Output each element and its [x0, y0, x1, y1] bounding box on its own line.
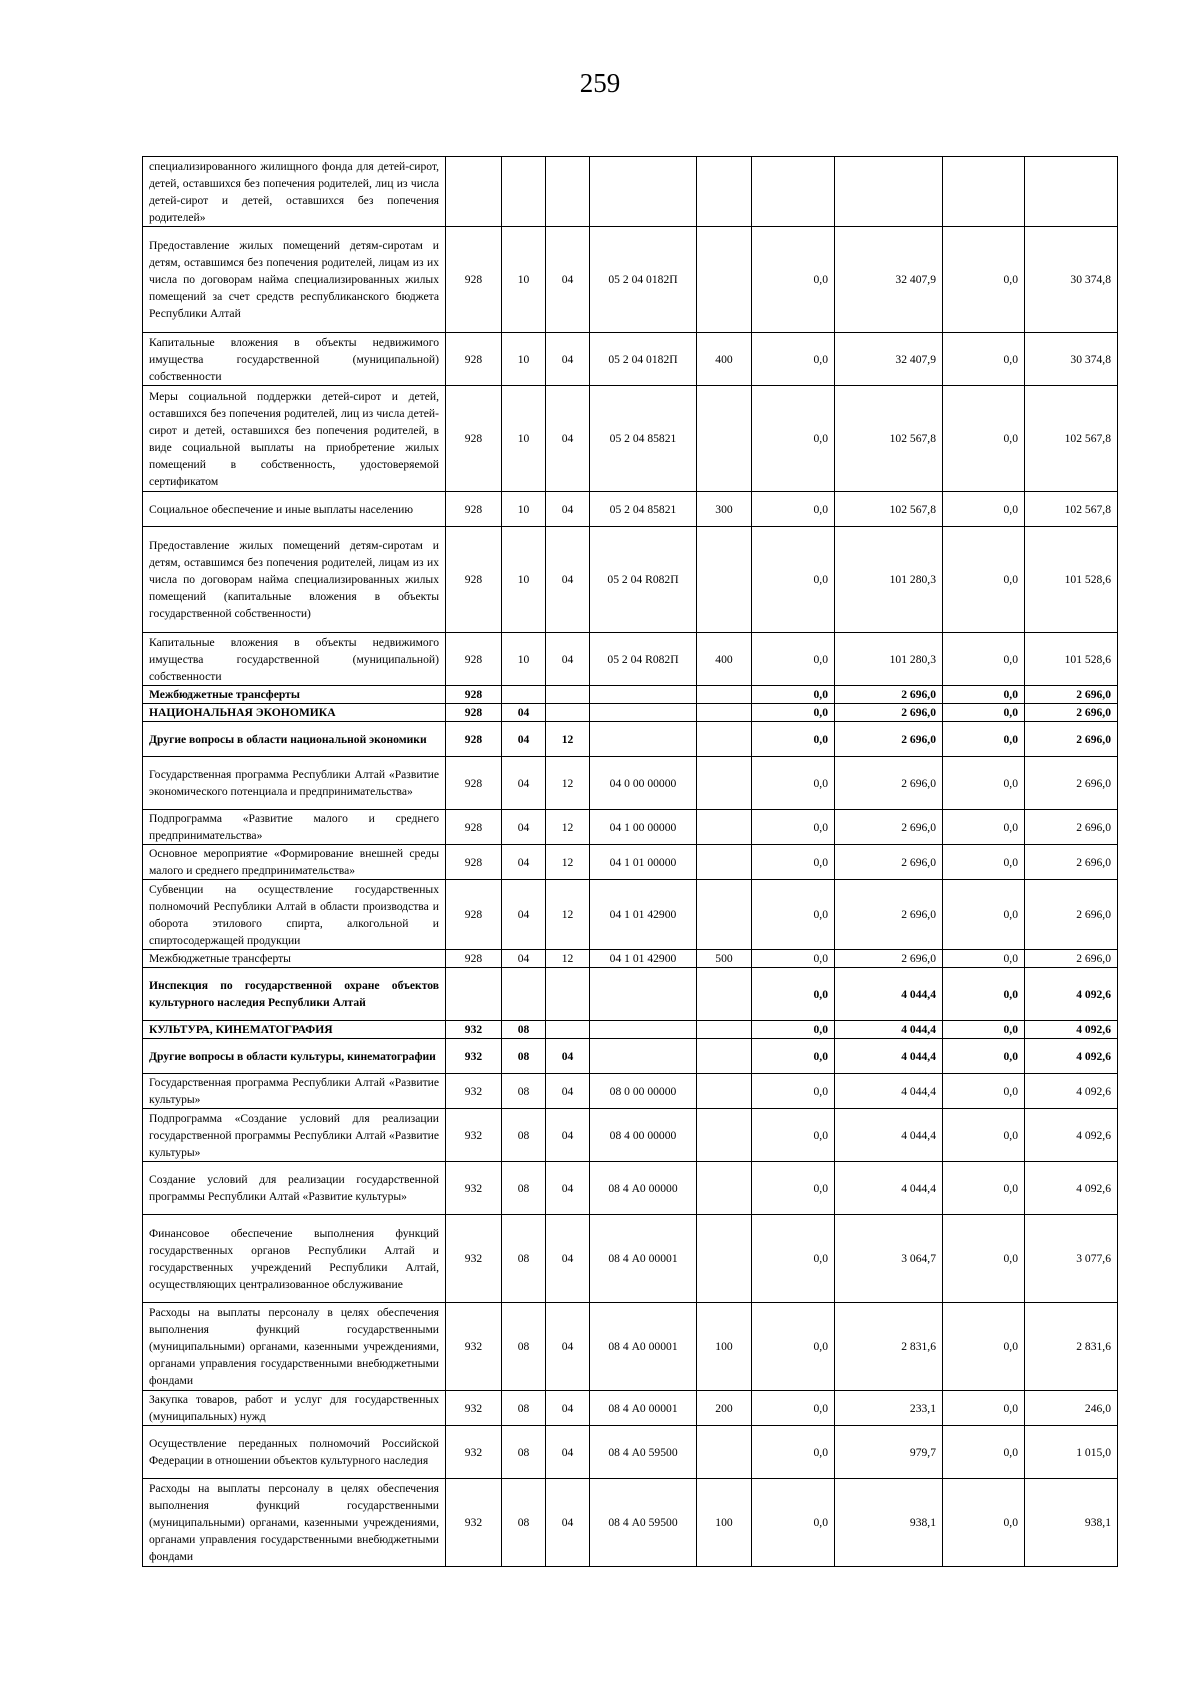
cell-subsection: 04 — [546, 227, 590, 333]
cell-admin-code: 932 — [446, 1391, 502, 1426]
cell-value-4: 3 077,6 — [1025, 1215, 1118, 1303]
cell-subsection: 12 — [546, 810, 590, 845]
cell-value-4: 4 092,6 — [1025, 968, 1118, 1021]
table-row — [143, 1039, 1118, 1074]
cell-name: Предоставление жилых помещений детям-сиротам и детям, оставшимся без попечения родителей, лицам из их числа по договорам найма специализированных жилых помещений за счет средств республиканского бюджета Республики Алтай — [143, 227, 446, 333]
cell-value-1: 0,0 — [752, 845, 835, 880]
cell-value-3: 0,0 — [943, 950, 1025, 968]
cell-value-4: 2 696,0 — [1025, 757, 1118, 810]
cell-expense-type — [697, 1215, 752, 1303]
cell-value-4: 2 696,0 — [1025, 722, 1118, 757]
cell-target-article: 05 2 04 85821 — [590, 386, 697, 492]
table-row — [143, 1074, 1118, 1109]
cell-section: 10 — [502, 527, 546, 633]
cell-value-1: 0,0 — [752, 1021, 835, 1039]
cell-name: Осуществление переданных полномочий Российской Федерации в отношении объектов культурного наследия — [143, 1426, 446, 1479]
cell-expense-type — [697, 157, 752, 227]
cell-name: Закупка товаров, работ и услуг для государственных (муниципальных) нужд — [143, 1391, 446, 1426]
cell-admin-code: 928 — [446, 633, 502, 686]
cell-target-article — [590, 1039, 697, 1074]
table-row — [143, 1426, 1118, 1479]
cell-value-3: 0,0 — [943, 722, 1025, 757]
cell-admin-code: 932 — [446, 1109, 502, 1162]
cell-value-4: 30 374,8 — [1025, 333, 1118, 386]
cell-value-2: 2 696,0 — [835, 704, 943, 722]
cell-subsection: 12 — [546, 722, 590, 757]
cell-expense-type — [697, 1039, 752, 1074]
table-row — [143, 722, 1118, 757]
cell-value-2: 4 044,4 — [835, 1109, 943, 1162]
cell-value-4: 2 696,0 — [1025, 686, 1118, 704]
cell-value-1: 0,0 — [752, 1426, 835, 1479]
cell-value-1: 0,0 — [752, 492, 835, 527]
cell-expense-type: 300 — [697, 492, 752, 527]
cell-value-3: 0,0 — [943, 386, 1025, 492]
cell-expense-type — [697, 968, 752, 1021]
cell-value-1: 0,0 — [752, 968, 835, 1021]
cell-target-article — [590, 157, 697, 227]
cell-value-1 — [752, 157, 835, 227]
cell-name: Межбюджетные трансферты — [143, 686, 446, 704]
cell-admin-code: 928 — [446, 227, 502, 333]
cell-value-3: 0,0 — [943, 880, 1025, 950]
cell-value-3: 0,0 — [943, 1074, 1025, 1109]
cell-name: Субвенции на осуществление государственных полномочий Республики Алтай в области производства и оборота этилового спирта, алкогольной и спиртосодержащей продукции — [143, 880, 446, 950]
cell-expense-type — [697, 227, 752, 333]
table-row — [143, 157, 1118, 227]
cell-value-4: 101 528,6 — [1025, 633, 1118, 686]
cell-target-article: 05 2 04 85821 — [590, 492, 697, 527]
cell-section: 08 — [502, 1109, 546, 1162]
cell-value-1: 0,0 — [752, 1303, 835, 1391]
cell-name: Государственная программа Республики Алтай «Развитие культуры» — [143, 1074, 446, 1109]
cell-value-4: 4 092,6 — [1025, 1074, 1118, 1109]
cell-name: Инспекция по государственной охране объектов культурного наследия Республики Алтай — [143, 968, 446, 1021]
cell-expense-type: 100 — [697, 1479, 752, 1567]
cell-target-article — [590, 704, 697, 722]
cell-value-2: 2 696,0 — [835, 722, 943, 757]
cell-target-article: 05 2 04 R082П — [590, 527, 697, 633]
cell-expense-type — [697, 1109, 752, 1162]
table-row — [143, 527, 1118, 633]
cell-value-3: 0,0 — [943, 968, 1025, 1021]
cell-value-3 — [943, 157, 1025, 227]
cell-value-1: 0,0 — [752, 1109, 835, 1162]
table-row — [143, 686, 1118, 704]
cell-value-3: 0,0 — [943, 1109, 1025, 1162]
cell-subsection: 12 — [546, 880, 590, 950]
cell-expense-type: 400 — [697, 333, 752, 386]
cell-value-1: 0,0 — [752, 1215, 835, 1303]
cell-expense-type: 400 — [697, 633, 752, 686]
cell-value-4: 1 015,0 — [1025, 1426, 1118, 1479]
cell-name: Другие вопросы в области национальной экономики — [143, 722, 446, 757]
cell-value-2: 2 696,0 — [835, 880, 943, 950]
cell-subsection — [546, 704, 590, 722]
cell-value-2: 4 044,4 — [835, 1021, 943, 1039]
cell-value-4: 4 092,6 — [1025, 1021, 1118, 1039]
cell-target-article — [590, 686, 697, 704]
cell-admin-code: 928 — [446, 810, 502, 845]
cell-expense-type — [697, 1426, 752, 1479]
cell-admin-code: 928 — [446, 880, 502, 950]
cell-section: 08 — [502, 1215, 546, 1303]
cell-name: Основное мероприятие «Формирование внешней среды малого и среднего предпринимательства» — [143, 845, 446, 880]
table-row — [143, 880, 1118, 950]
cell-value-4: 2 696,0 — [1025, 845, 1118, 880]
table-row — [143, 633, 1118, 686]
table-row — [143, 704, 1118, 722]
cell-target-article: 08 4 А0 00001 — [590, 1303, 697, 1391]
cell-value-3: 0,0 — [943, 1039, 1025, 1074]
cell-admin-code: 928 — [446, 527, 502, 633]
cell-subsection: 12 — [546, 757, 590, 810]
cell-value-1: 0,0 — [752, 880, 835, 950]
cell-value-4: 101 528,6 — [1025, 527, 1118, 633]
cell-value-4: 102 567,8 — [1025, 492, 1118, 527]
page-number: 259 — [579, 68, 621, 98]
cell-subsection: 04 — [546, 1162, 590, 1215]
cell-subsection: 04 — [546, 386, 590, 492]
cell-value-2: 979,7 — [835, 1426, 943, 1479]
cell-target-article: 08 4 00 00000 — [590, 1109, 697, 1162]
cell-name: Расходы на выплаты персоналу в целях обеспечения выполнения функций государственными (муниципальными) органами, казенными учреждениями, органами управления государственными внебюджетными фондами — [143, 1303, 446, 1391]
cell-value-3: 0,0 — [943, 1303, 1025, 1391]
cell-expense-type — [697, 527, 752, 633]
cell-name: Подпрограмма «Развитие малого и среднего предпринимательства» — [143, 810, 446, 845]
budget-table — [142, 156, 1118, 1567]
cell-subsection — [546, 968, 590, 1021]
table-row — [143, 1303, 1118, 1391]
cell-section: 04 — [502, 704, 546, 722]
cell-expense-type — [697, 1074, 752, 1109]
cell-target-article: 08 4 А0 00001 — [590, 1391, 697, 1426]
cell-value-1: 0,0 — [752, 686, 835, 704]
cell-section: 08 — [502, 1426, 546, 1479]
table-row — [143, 1162, 1118, 1215]
table-row — [143, 333, 1118, 386]
cell-value-3: 0,0 — [943, 1021, 1025, 1039]
cell-section: 04 — [502, 722, 546, 757]
cell-value-3: 0,0 — [943, 686, 1025, 704]
cell-section: 04 — [502, 810, 546, 845]
table-row — [143, 1391, 1118, 1426]
cell-section: 08 — [502, 1479, 546, 1567]
table-row — [143, 386, 1118, 492]
cell-value-3: 0,0 — [943, 757, 1025, 810]
cell-subsection: 04 — [546, 633, 590, 686]
cell-name: Создание условий для реализации государственной программы Республики Алтай «Развитие культуры» — [143, 1162, 446, 1215]
cell-value-3: 0,0 — [943, 704, 1025, 722]
cell-section: 08 — [502, 1074, 546, 1109]
cell-value-4: 2 696,0 — [1025, 704, 1118, 722]
cell-expense-type — [697, 845, 752, 880]
cell-admin-code: 928 — [446, 950, 502, 968]
cell-value-1: 0,0 — [752, 810, 835, 845]
cell-section: 08 — [502, 1391, 546, 1426]
cell-expense-type — [697, 704, 752, 722]
cell-section: 10 — [502, 492, 546, 527]
cell-target-article: 05 2 04 R082П — [590, 633, 697, 686]
cell-subsection: 04 — [546, 1479, 590, 1567]
cell-admin-code: 932 — [446, 1021, 502, 1039]
cell-value-1: 0,0 — [752, 386, 835, 492]
cell-section: 10 — [502, 227, 546, 333]
cell-expense-type — [697, 880, 752, 950]
cell-expense-type — [697, 686, 752, 704]
cell-value-3: 0,0 — [943, 1479, 1025, 1567]
table-row — [143, 968, 1118, 1021]
cell-expense-type: 500 — [697, 950, 752, 968]
cell-value-2: 4 044,4 — [835, 968, 943, 1021]
cell-section: 08 — [502, 1039, 546, 1074]
cell-admin-code: 932 — [446, 1162, 502, 1215]
cell-value-4: 938,1 — [1025, 1479, 1118, 1567]
cell-value-1: 0,0 — [752, 704, 835, 722]
cell-section: 04 — [502, 757, 546, 810]
cell-target-article: 04 0 00 00000 — [590, 757, 697, 810]
table-row — [143, 845, 1118, 880]
cell-value-2 — [835, 157, 943, 227]
cell-name: Капитальные вложения в объекты недвижимого имущества государственной (муниципальной) собственности — [143, 633, 446, 686]
table-row — [143, 757, 1118, 810]
cell-target-article: 08 4 А0 59500 — [590, 1479, 697, 1567]
cell-target-article: 08 4 А0 00001 — [590, 1215, 697, 1303]
cell-value-2: 101 280,3 — [835, 527, 943, 633]
cell-subsection — [546, 686, 590, 704]
cell-expense-type: 200 — [697, 1391, 752, 1426]
cell-section: 04 — [502, 880, 546, 950]
cell-value-3: 0,0 — [943, 845, 1025, 880]
cell-value-4: 2 831,6 — [1025, 1303, 1118, 1391]
cell-subsection — [546, 1021, 590, 1039]
cell-value-1: 0,0 — [752, 722, 835, 757]
cell-subsection — [546, 157, 590, 227]
cell-section: 08 — [502, 1021, 546, 1039]
cell-value-1: 0,0 — [752, 1039, 835, 1074]
cell-expense-type: 100 — [697, 1303, 752, 1391]
cell-value-2: 2 696,0 — [835, 845, 943, 880]
cell-name: Межбюджетные трансферты — [143, 950, 446, 968]
cell-value-3: 0,0 — [943, 1426, 1025, 1479]
table-row — [143, 1109, 1118, 1162]
cell-section: 10 — [502, 386, 546, 492]
cell-value-3: 0,0 — [943, 492, 1025, 527]
cell-value-2: 4 044,4 — [835, 1162, 943, 1215]
cell-subsection: 12 — [546, 845, 590, 880]
cell-value-4: 4 092,6 — [1025, 1039, 1118, 1074]
cell-value-4: 102 567,8 — [1025, 386, 1118, 492]
cell-target-article: 08 4 А0 00000 — [590, 1162, 697, 1215]
cell-admin-code: 932 — [446, 1039, 502, 1074]
cell-section: 08 — [502, 1303, 546, 1391]
cell-name: КУЛЬТУРА, КИНЕМАТОГРАФИЯ — [143, 1021, 446, 1039]
cell-subsection: 04 — [546, 1109, 590, 1162]
cell-admin-code: 932 — [446, 1074, 502, 1109]
cell-section: 04 — [502, 845, 546, 880]
cell-admin-code: 928 — [446, 333, 502, 386]
cell-subsection: 04 — [546, 1391, 590, 1426]
cell-value-1: 0,0 — [752, 1391, 835, 1426]
cell-value-1: 0,0 — [752, 1162, 835, 1215]
cell-admin-code: 928 — [446, 845, 502, 880]
cell-value-2: 2 831,6 — [835, 1303, 943, 1391]
cell-value-2: 2 696,0 — [835, 757, 943, 810]
cell-admin-code: 928 — [446, 492, 502, 527]
cell-value-2: 101 280,3 — [835, 633, 943, 686]
cell-admin-code: 932 — [446, 1303, 502, 1391]
cell-value-3: 0,0 — [943, 810, 1025, 845]
cell-target-article: 04 1 01 42900 — [590, 950, 697, 968]
cell-value-2: 233,1 — [835, 1391, 943, 1426]
cell-value-1: 0,0 — [752, 1074, 835, 1109]
cell-value-4: 2 696,0 — [1025, 880, 1118, 950]
cell-admin-code: 928 — [446, 386, 502, 492]
cell-value-2: 4 044,4 — [835, 1074, 943, 1109]
cell-target-article: 08 4 А0 59500 — [590, 1426, 697, 1479]
cell-target-article — [590, 968, 697, 1021]
cell-target-article — [590, 722, 697, 757]
cell-value-4: 4 092,6 — [1025, 1162, 1118, 1215]
cell-subsection: 04 — [546, 492, 590, 527]
cell-admin-code: 928 — [446, 722, 502, 757]
cell-value-2: 102 567,8 — [835, 492, 943, 527]
cell-admin-code: 932 — [446, 1426, 502, 1479]
cell-subsection: 04 — [546, 1215, 590, 1303]
cell-section — [502, 686, 546, 704]
table-row — [143, 492, 1118, 527]
cell-section: 10 — [502, 333, 546, 386]
cell-value-3: 0,0 — [943, 1162, 1025, 1215]
cell-name: НАЦИОНАЛЬНАЯ ЭКОНОМИКА — [143, 704, 446, 722]
cell-subsection: 04 — [546, 527, 590, 633]
cell-value-1: 0,0 — [752, 333, 835, 386]
cell-admin-code: 928 — [446, 704, 502, 722]
cell-name: Другие вопросы в области культуры, кинематографии — [143, 1039, 446, 1074]
cell-value-1: 0,0 — [752, 1479, 835, 1567]
cell-value-4: 30 374,8 — [1025, 227, 1118, 333]
cell-target-article: 05 2 04 0182П — [590, 227, 697, 333]
cell-value-2: 938,1 — [835, 1479, 943, 1567]
cell-value-1: 0,0 — [752, 527, 835, 633]
cell-value-2: 4 044,4 — [835, 1039, 943, 1074]
cell-section: 10 — [502, 633, 546, 686]
cell-target-article — [590, 1021, 697, 1039]
table-row — [143, 810, 1118, 845]
cell-target-article: 05 2 04 0182П — [590, 333, 697, 386]
cell-name: Капитальные вложения в объекты недвижимого имущества государственной (муниципальной) собственности — [143, 333, 446, 386]
cell-expense-type — [697, 757, 752, 810]
cell-value-3: 0,0 — [943, 333, 1025, 386]
cell-value-2: 2 696,0 — [835, 810, 943, 845]
cell-value-4: 4 092,6 — [1025, 1109, 1118, 1162]
cell-subsection: 04 — [546, 1039, 590, 1074]
cell-subsection: 04 — [546, 333, 590, 386]
cell-expense-type — [697, 386, 752, 492]
table-row — [143, 1021, 1118, 1039]
cell-admin-code: 928 — [446, 757, 502, 810]
cell-value-3: 0,0 — [943, 633, 1025, 686]
cell-target-article: 08 0 00 00000 — [590, 1074, 697, 1109]
cell-value-4 — [1025, 157, 1118, 227]
cell-value-1: 0,0 — [752, 757, 835, 810]
cell-section: 04 — [502, 950, 546, 968]
cell-value-2: 2 696,0 — [835, 950, 943, 968]
cell-value-4: 2 696,0 — [1025, 810, 1118, 845]
cell-target-article: 04 1 01 42900 — [590, 880, 697, 950]
cell-subsection: 04 — [546, 1426, 590, 1479]
cell-section: 08 — [502, 1162, 546, 1215]
cell-subsection: 04 — [546, 1303, 590, 1391]
cell-value-3: 0,0 — [943, 1391, 1025, 1426]
cell-name: Государственная программа Республики Алтай «Развитие экономического потенциала и предпринимательства» — [143, 757, 446, 810]
cell-value-2: 32 407,9 — [835, 227, 943, 333]
cell-name: Финансовое обеспечение выполнения функций государственных органов Республики Алтай и государственных учреждений Республики Алтай, осуществляющих централизованное обслуживание — [143, 1215, 446, 1303]
cell-value-1: 0,0 — [752, 227, 835, 333]
table-row — [143, 1215, 1118, 1303]
cell-expense-type — [697, 722, 752, 757]
cell-expense-type — [697, 1021, 752, 1039]
cell-expense-type — [697, 1162, 752, 1215]
cell-value-2: 2 696,0 — [835, 686, 943, 704]
cell-name: Меры социальной поддержки детей-сирот и детей, оставшихся без попечения родителей, лиц из числа детей-сирот и детей, оставшихся без попечения родителей, в виде социальной выплаты на приобретение жилых помещений в собственность, удостоверяемой сертификатом — [143, 386, 446, 492]
cell-admin-code: 932 — [446, 1215, 502, 1303]
cell-admin-code — [446, 157, 502, 227]
cell-value-2: 3 064,7 — [835, 1215, 943, 1303]
cell-value-3: 0,0 — [943, 1215, 1025, 1303]
cell-value-4: 246,0 — [1025, 1391, 1118, 1426]
cell-name: Социальное обеспечение и иные выплаты населению — [143, 492, 446, 527]
cell-value-3: 0,0 — [943, 527, 1025, 633]
cell-section — [502, 968, 546, 1021]
cell-value-2: 102 567,8 — [835, 386, 943, 492]
cell-value-3: 0,0 — [943, 227, 1025, 333]
cell-subsection: 04 — [546, 1074, 590, 1109]
cell-admin-code: 928 — [446, 686, 502, 704]
cell-expense-type — [697, 810, 752, 845]
cell-target-article: 04 1 01 00000 — [590, 845, 697, 880]
cell-name: Подпрограмма «Создание условий для реализации государственной программы Республики Алтай «Развитие культуры» — [143, 1109, 446, 1162]
cell-name: Предоставление жилых помещений детям-сиротам и детям, оставшимся без попечения родителей, лицам из их числа по договорам найма специализированных жилых помещений (капитальные вложения в объекты государственной собственности) — [143, 527, 446, 633]
cell-admin-code: 932 — [446, 1479, 502, 1567]
cell-value-2: 32 407,9 — [835, 333, 943, 386]
cell-value-4: 2 696,0 — [1025, 950, 1118, 968]
cell-subsection: 12 — [546, 950, 590, 968]
cell-value-1: 0,0 — [752, 633, 835, 686]
cell-name: Расходы на выплаты персоналу в целях обеспечения выполнения функций государственными (муниципальными) органами, казенными учреждениями, органами управления государственными внебюджетными фондами — [143, 1479, 446, 1567]
table-row — [143, 227, 1118, 333]
cell-section — [502, 157, 546, 227]
cell-value-1: 0,0 — [752, 950, 835, 968]
table-body — [143, 157, 1118, 1567]
cell-target-article: 04 1 00 00000 — [590, 810, 697, 845]
cell-name: специализированного жилищного фонда для детей-сирот, детей, оставшихся без попечения родителей, лиц из числа детей-сирот и детей, оставшихся без попечения родителей» — [143, 157, 446, 227]
table-row — [143, 1479, 1118, 1567]
table-row — [143, 950, 1118, 968]
cell-admin-code — [446, 968, 502, 1021]
